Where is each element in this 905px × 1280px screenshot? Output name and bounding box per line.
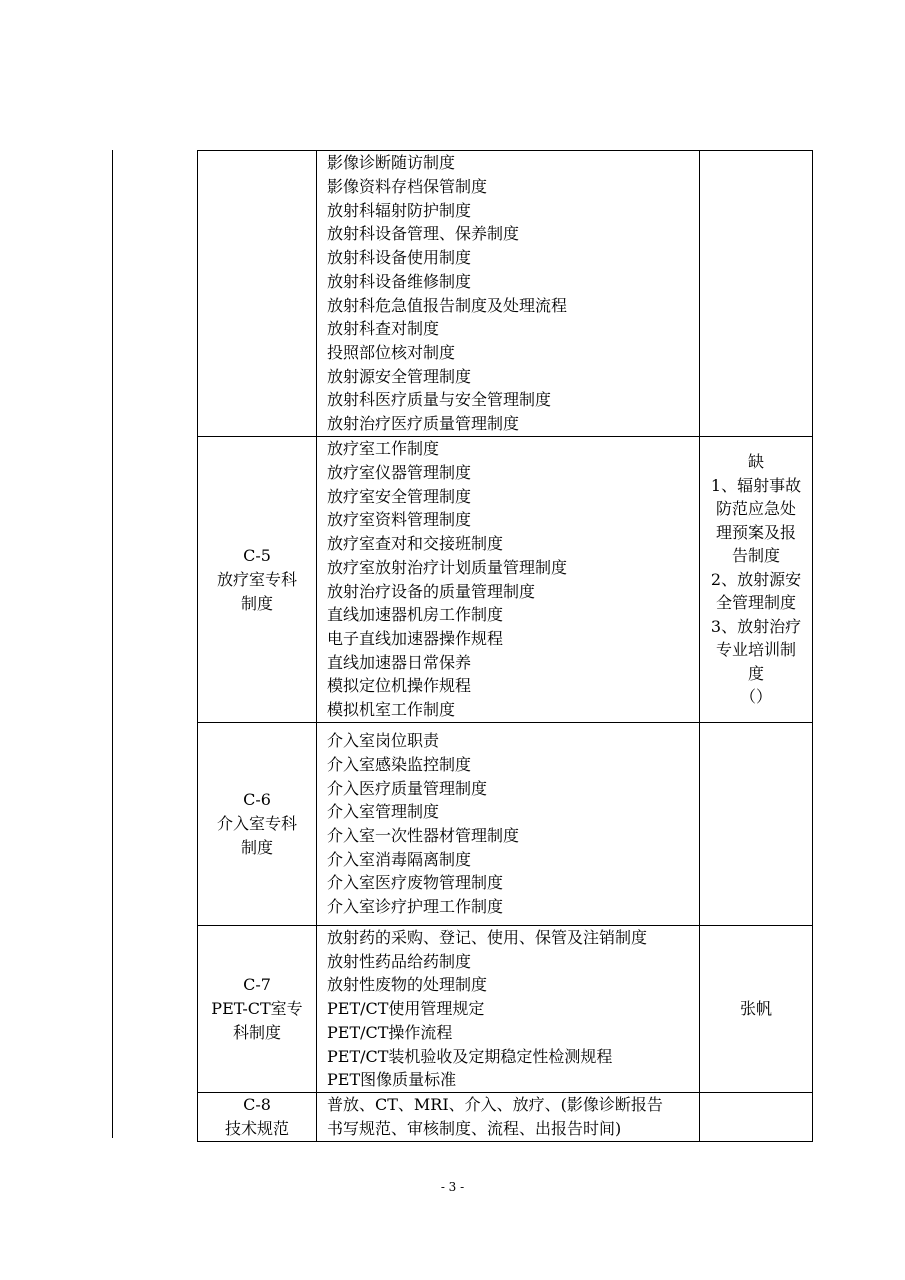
list-item: 介入室消毒隔离制度 xyxy=(327,849,472,869)
note-cell xyxy=(700,1093,813,1142)
list-item: 放射科设备维修制度 xyxy=(327,271,472,291)
list-item: 投照部位核对制度 xyxy=(327,342,456,362)
category-line: C-8 xyxy=(243,1095,271,1114)
note-line: 3、放射治疗 xyxy=(710,616,802,636)
items-cell xyxy=(317,723,700,926)
list-item: 直线加速器日常保养 xyxy=(327,652,472,672)
list-item: 介入室诊疗护理工作制度 xyxy=(327,897,504,917)
category-line: 技术规范 xyxy=(224,1119,289,1138)
category-cell xyxy=(198,926,317,1093)
list-item: 放射科医疗质量与安全管理制度 xyxy=(327,390,552,410)
list-item: 普放、CT、MRI、介入、放疗、(影像诊断报告 xyxy=(327,1095,663,1115)
list-item: 介入室感染监控制度 xyxy=(327,754,472,774)
list-item: 影像资料存档保管制度 xyxy=(327,176,488,196)
document-table xyxy=(197,150,813,1142)
list-item: 放疗室工作制度 xyxy=(327,439,440,459)
list-item: 介入室一次性器材管理制度 xyxy=(327,826,520,845)
list-item: 介入室医疗废物管理制度 xyxy=(327,873,504,893)
list-item: 放射治疗设备的质量管理制度 xyxy=(327,581,536,601)
note-line: 理预案及报 xyxy=(715,522,796,542)
category-line: 制度 xyxy=(240,593,273,613)
list-item: 放疗室仪器管理制度 xyxy=(327,462,472,482)
list-item: 放射科查对制度 xyxy=(327,319,440,339)
note-line: 告制度 xyxy=(731,546,780,566)
table-row xyxy=(198,151,813,437)
list-item: 模拟机室工作制度 xyxy=(327,700,456,720)
list-item: PET图像质量标准 xyxy=(327,1070,457,1090)
list-item: 放射源安全管理制度 xyxy=(327,366,472,386)
note-cell xyxy=(700,437,813,723)
note-line: 2、放射源安 xyxy=(710,569,802,589)
list-item: 放疗室资料管理制度 xyxy=(327,510,472,530)
table-row xyxy=(198,926,813,1093)
list-item: 放疗室放射治疗计划质量管理制度 xyxy=(327,557,568,577)
note-line: 防范应急处 xyxy=(715,499,796,519)
table-row xyxy=(198,437,813,723)
list-item: 影像诊断随访制度 xyxy=(327,153,456,173)
category-line: PET-CT室专 xyxy=(211,999,303,1018)
table-row xyxy=(198,1093,813,1142)
list-item: 放射科辐射防护制度 xyxy=(327,200,472,220)
category-line: 介入室专科 xyxy=(216,814,297,833)
note-line: 张帆 xyxy=(739,999,772,1019)
list-item: 模拟定位机操作规程 xyxy=(327,676,472,696)
note-line: （） xyxy=(739,687,772,707)
list-item: 书写规范、审核制度、流程、出报告时间) xyxy=(327,1119,622,1138)
list-item: PET/CT使用管理规定 xyxy=(327,999,485,1019)
category-cell xyxy=(198,151,317,437)
list-item: 放射药的采购、登记、使用、保管及注销制度 xyxy=(327,928,648,948)
list-item: 放射性废物的处理制度 xyxy=(327,975,488,995)
note-line: 缺 xyxy=(747,452,764,472)
list-item: 放射科危急值报告制度及处理流程 xyxy=(327,295,568,315)
list-item: PET/CT操作流程 xyxy=(327,1022,453,1042)
category-line: C-7 xyxy=(243,975,271,994)
category-line: C-5 xyxy=(243,545,271,565)
note-line: 全管理制度 xyxy=(715,593,796,613)
list-item: 放射科设备管理、保养制度 xyxy=(327,224,520,244)
left-margin-line xyxy=(112,150,113,1138)
list-item: PET/CT装机验收及定期稳定性检测规程 xyxy=(327,1046,613,1066)
items-cell xyxy=(317,151,700,437)
category-line: 科制度 xyxy=(232,1023,281,1042)
items-cell xyxy=(317,1093,700,1142)
list-item: 介入医疗质量管理制度 xyxy=(327,778,488,798)
list-item: 介入室岗位职责 xyxy=(327,731,440,751)
note-line: 1、辐射事故 xyxy=(710,475,802,495)
list-item: 放射治疗医疗质量管理制度 xyxy=(327,414,520,434)
category-cell xyxy=(198,1093,317,1142)
category-line: C-6 xyxy=(243,790,271,809)
list-item: 电子直线加速器操作规程 xyxy=(327,628,504,648)
note-line: 度 xyxy=(747,663,764,683)
list-item: 直线加速器机房工作制度 xyxy=(327,605,504,625)
list-item: 放射性药品给药制度 xyxy=(327,951,472,971)
category-cell xyxy=(198,723,317,926)
category-line: 放疗室专科 xyxy=(216,569,297,589)
list-item: 放疗室查对和交接班制度 xyxy=(327,534,504,554)
list-item: 介入室管理制度 xyxy=(327,802,440,822)
note-line: 专业培训制 xyxy=(715,640,796,660)
table-row xyxy=(198,723,813,926)
list-item: 放射科设备使用制度 xyxy=(327,248,472,268)
note-cell xyxy=(700,151,813,437)
category-cell xyxy=(198,437,317,723)
items-cell xyxy=(317,437,700,723)
note-cell xyxy=(700,926,813,1093)
category-line: 制度 xyxy=(240,838,273,857)
items-cell xyxy=(317,926,700,1093)
list-item: 放疗室安全管理制度 xyxy=(327,486,472,506)
note-cell xyxy=(700,723,813,926)
page-number: - 3 - xyxy=(440,1180,465,1194)
